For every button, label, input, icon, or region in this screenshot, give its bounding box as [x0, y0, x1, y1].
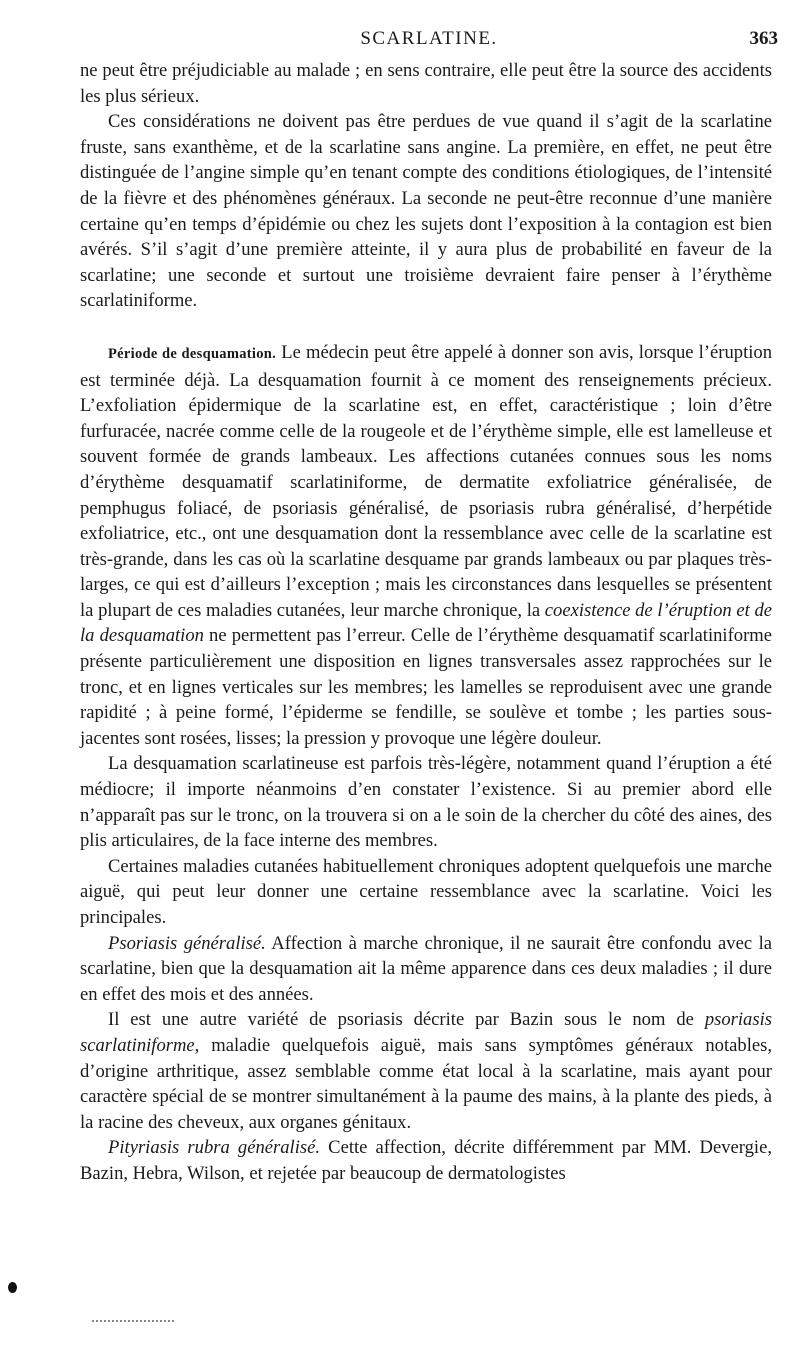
running-header: [80, 28, 778, 58]
emphasis-psoriasis-scarlatiniforme: psoriasis scarlatiniforme: [80, 1009, 772, 1056]
paragraph-continued: ne peut être préjudiciable au malade ; en sens contraire, elle peut être la source des accidents les plus sérieux.: [80, 60, 772, 107]
margin-bullet-mark: [8, 1282, 17, 1293]
paragraph-psoriasis-text: Affection à marche chronique, il ne saurait être confondu avec la scarlatine, bien que la desquamation ait la même apparence dans ces deux maladies ; il dure en effet des mois et des années.: [80, 932, 773, 1005]
paragraph-psoriasis-generalise: [80, 931, 772, 1008]
paragraph-bazin-text-b: , maladie quelquefois aiguë, mais sans symptômes généraux notables, d’origine arthritique, assez semblable comme état local à la scarlatine, mais ayant pour caractère spécial de se montrer simultanément à la paume des mains, à la plante des pieds, à la racine des cheveux, aux organes génitaux.: [80, 1034, 772, 1133]
paragraph-bazin-text-a: Il est une autre variété de psoriasis décrite par Bazin sous le nom de: [108, 1009, 705, 1031]
emphasis-coexistence: coexistence de l’éruption et de la desquamation: [80, 599, 772, 647]
paragraph-psoriasis-scarlatiniforme: [80, 1007, 772, 1135]
section-heading-desquamation: Période de desquamation.: [108, 345, 277, 362]
paragraph-pityriasis-text: Cette affection, décrite différemment par MM. Devergie, Bazin, Hebra, Wilson, et rejetée par beaucoup de dermatologistes: [80, 1137, 772, 1184]
paragraph-maladies-cutanees: Certaines maladies cutanées habituellement chroniques adoptent quelquefois une marche aiguë, qui peut leur donner une certaine ressemblance avec la scarlatine. Voici les principales.: [80, 855, 772, 928]
paragraph-pityriasis-rubra: [80, 1135, 772, 1186]
heading-pityriasis-rubra: Pityriasis rubra généralisé.: [108, 1137, 321, 1159]
paragraph-fruste: Ces considérations ne doivent pas être perdues de vue quand il s’agit de la scarlatine fruste, sans exanthème, et de la scarlatine sans angine. La première, en effet, ne peut être distinguée de l’angine simple qu’en tenant compte des conditions étiologiques, de l’intensité de la fièvre et des phénomènes généraux. La seconde ne peut-être reconnue d’une manière certaine qu’en temps d’épidémie ou chez les sujets dont l’exposition à la contagion est bien avérés. S’il s’agit d’une première atteinte, il y aura plus de probabilité en faveur de la scarlatine; une seconde et surtout une troisième devraient faire penser à l’érythème scarlatiniforme.: [80, 111, 772, 312]
paragraph-desquamation-text-b: ne permettent pas l’erreur. Celle de l’érythème desquamatif scarlatiniforme présente particulièrement une disposition en lignes transversales assez rapprochées sur le tronc, et en lignes verticales sur les membres; les lamelles se reproduisent avec une grande rapidité ; à peine formé, l’épiderme se fendille, se soulève et tombe ; les parties sous-jacentes sont rosées, lisses; la pression y provoque une légère douleur.: [80, 625, 772, 749]
running-title: SCARLATINE.: [360, 28, 498, 49]
body-text: [80, 58, 772, 1187]
paragraph-desquamation: [80, 340, 772, 752]
paragraph-desquamation-text-a: Le médecin peut être appelé à donner son avis, lorsque l’éruption est terminée déjà. La desquamation fournit à ce moment des renseignements précieux. L’exfoliation épidermique de la scarlatine est, en effet, caractéristique ; loin d’être furfuracée, nacrée comme celle de la rougeole et de l’érythème simple, elle est lamelleuse et souvent formée de grands lambeaux. Les affections cutanées connues sous les noms d’érythème desquamatif scarlatiniforme, de dermatite exfoliatrice généralisée, de pemphugus foliacé, de psoriasis généralisé, de psoriasis rubra généralisé, d’herpétide exfoliatrice, etc., ont une desquamation dont la ressemblance avec celle de la scarlatine est très-grande, dans les cas où la scarlatine desquame par grands lambeaux ou par plaques très-larges, ce qui est d’ailleurs l’exception ; mais les circonstances dans lesquelles se présentent la plupart de ces maladies cutanées, leur marche chronique, la: [80, 341, 772, 621]
footer-dotted-rule: [92, 1320, 174, 1322]
page-number: 363: [749, 28, 778, 49]
heading-psoriasis-generalise: Psoriasis généralisé.: [108, 932, 266, 954]
paragraph-scarlatineuse: La desquamation scarlatineuse est parfois très-légère, notamment quand l’éruption a été médiocre; il importe néanmoins d’en constater l’existence. Si au premier abord elle n’apparaît pas sur le tronc, on la trouvera si on a le soin de la chercher du côté des aines, des plis articulaires, de la face interne des membres.: [80, 753, 772, 852]
